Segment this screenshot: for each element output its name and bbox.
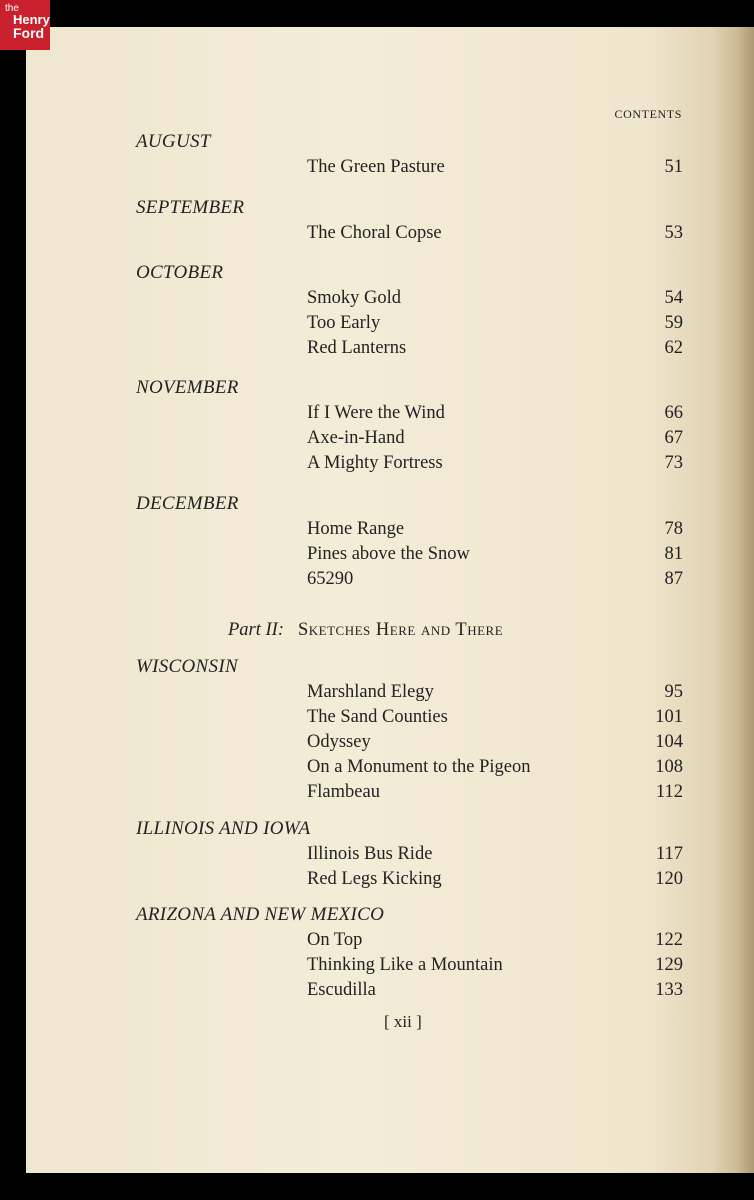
- entry-title: Flambeau: [307, 782, 380, 802]
- entry-title: A Mighty Fortress: [307, 453, 443, 473]
- section-heading-november: NOVEMBER: [136, 377, 239, 398]
- entry-page: 51: [664, 157, 683, 177]
- entry-title: Red Legs Kicking: [307, 869, 442, 889]
- entry-title: Red Lanterns: [307, 338, 407, 358]
- toc-entry: [307, 157, 683, 178]
- section-heading-arizona-new-mexico: ARIZONA AND NEW MEXICO: [136, 904, 385, 925]
- entry-page: 73: [664, 453, 683, 473]
- toc-entry: [307, 732, 683, 753]
- entry-title: On a Monument to the Pigeon: [307, 757, 531, 777]
- entry-title: The Choral Copse: [307, 223, 442, 243]
- entry-page: 53: [664, 223, 683, 243]
- logo-ford: Ford: [13, 25, 45, 41]
- logo-the: the: [5, 3, 19, 14]
- entry-title: Smoky Gold: [307, 288, 402, 308]
- toc-entry: [307, 338, 683, 359]
- toc-entry: [307, 980, 683, 1001]
- entry-title: Thinking Like a Mountain: [307, 955, 503, 975]
- running-head: CONTENTS: [614, 107, 682, 121]
- toc-entry: [307, 844, 683, 865]
- entry-page: 104: [655, 732, 683, 752]
- entry-title: The Green Pasture: [307, 157, 445, 177]
- entry-title: If I Were the Wind: [307, 403, 445, 423]
- page-number: [ xii ]: [384, 1012, 422, 1031]
- entry-title: Marshland Elegy: [307, 682, 434, 702]
- toc-entry: [307, 707, 683, 728]
- entry-page: 108: [655, 757, 683, 777]
- entry-page: 62: [664, 338, 683, 358]
- entry-page: 78: [664, 519, 683, 539]
- section-heading-october: OCTOBER: [136, 262, 224, 283]
- entry-page: 101: [655, 707, 683, 727]
- entry-title: Axe-in-Hand: [307, 428, 405, 448]
- entry-title: Odyssey: [307, 732, 371, 752]
- entry-page: 67: [664, 428, 683, 448]
- part-heading: [228, 620, 503, 641]
- entry-page: 120: [655, 869, 683, 889]
- henry-ford-logo: [0, 0, 50, 50]
- toc-entry: [307, 223, 683, 244]
- entry-title: The Sand Counties: [307, 707, 448, 727]
- toc-entry: [307, 519, 683, 540]
- logo-henry: Henry: [13, 12, 50, 27]
- entry-page: 112: [655, 782, 683, 802]
- section-heading-december: DECEMBER: [136, 493, 239, 514]
- section-heading-illinois-iowa: ILLINOIS AND IOWA: [136, 818, 311, 839]
- toc-entry: [307, 869, 683, 890]
- toc-entry: [307, 757, 683, 778]
- entry-page: 66: [664, 403, 683, 423]
- entry-title: 65290: [307, 569, 354, 589]
- entry-title: Too Early: [307, 313, 381, 333]
- section-heading-august: AUGUST: [136, 131, 211, 152]
- toc-entry: [307, 569, 683, 590]
- section-heading-wisconsin: WISCONSIN: [136, 656, 238, 677]
- toc-entry: [307, 313, 683, 334]
- entry-page: 129: [655, 955, 683, 975]
- entry-page: 95: [664, 682, 683, 702]
- entry-page: 117: [655, 844, 683, 864]
- part-title: Sketches Here and There: [298, 620, 504, 640]
- entry-title: Home Range: [307, 519, 405, 539]
- toc-entry: [307, 930, 683, 951]
- entry-title: Illinois Bus Ride: [307, 844, 433, 864]
- entry-title: On Top: [307, 930, 363, 950]
- entry-page: 81: [664, 544, 683, 564]
- entry-page: 87: [664, 569, 683, 589]
- toc-entry: [307, 453, 683, 474]
- entry-page: 133: [655, 980, 683, 1000]
- entry-page: 59: [664, 313, 683, 333]
- toc-entry: [307, 682, 683, 703]
- toc-entry: [307, 288, 683, 309]
- entry-title: Pines above the Snow: [307, 544, 470, 564]
- part-label: Part II:: [228, 620, 284, 640]
- entry-page: 54: [664, 288, 683, 308]
- section-heading-september: SEPTEMBER: [136, 197, 245, 218]
- toc-entry: [307, 428, 683, 449]
- entry-title: Escudilla: [307, 980, 376, 1000]
- toc-entry: [307, 544, 683, 565]
- entry-page: 122: [655, 930, 683, 950]
- toc-entry: [307, 955, 683, 976]
- page-gutter-shadow: [712, 27, 754, 1173]
- toc-entry: [307, 403, 683, 424]
- toc-entry: [307, 782, 683, 803]
